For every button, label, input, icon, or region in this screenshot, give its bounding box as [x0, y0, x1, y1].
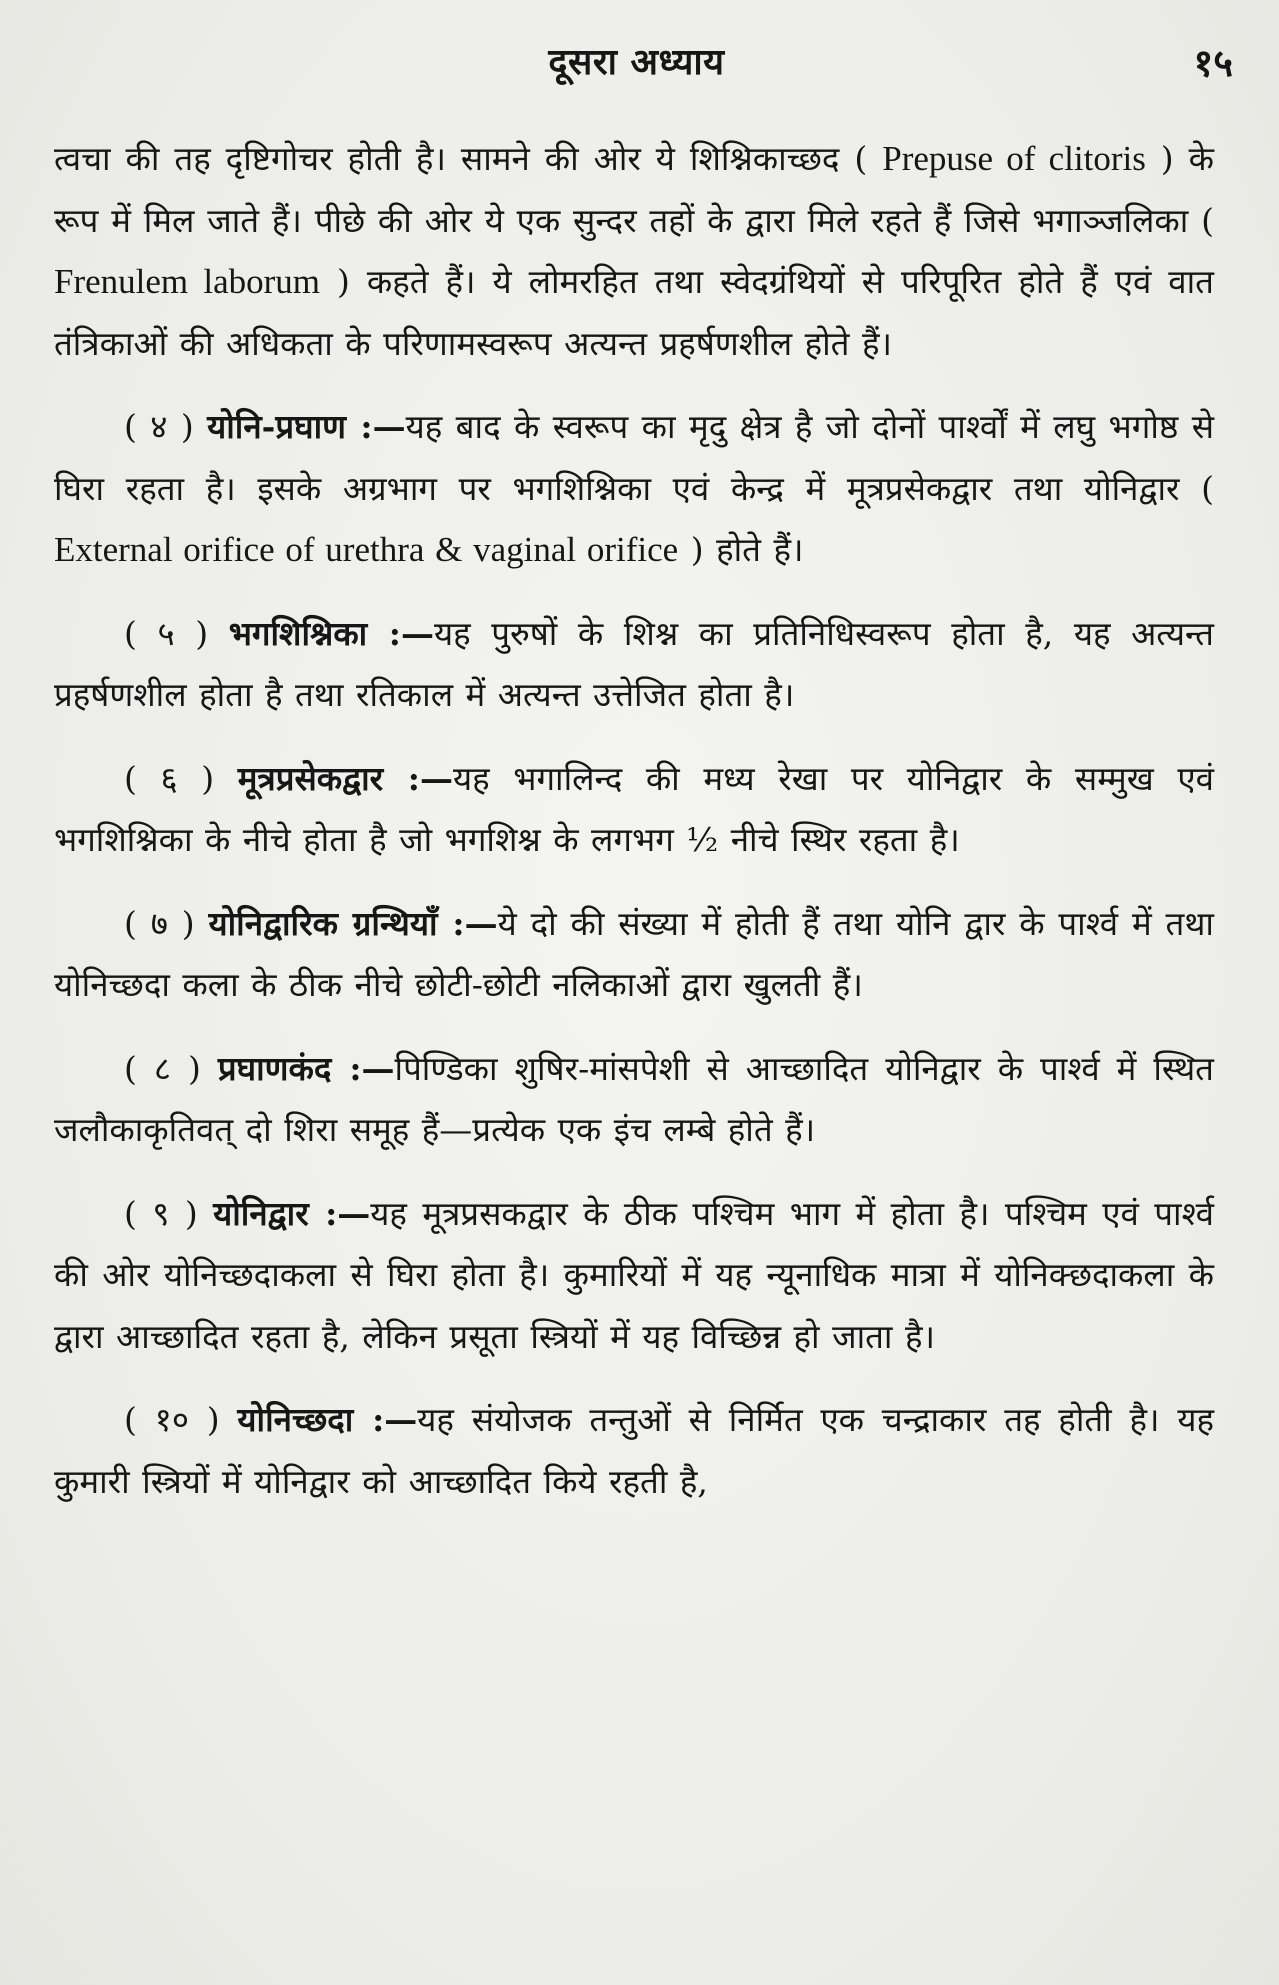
chapter-title: दूसरा अध्याय: [548, 41, 725, 83]
item-number: ( १० ): [124, 1400, 220, 1439]
item-number: ( ५ ): [124, 613, 209, 653]
page-body: [54, 128, 1214, 1512]
item-paragraph-8: [54, 1038, 1214, 1161]
item-text: यह मूत्रप्रसकद्वार के ठीक पश्चिम भाग में होता है। पश्चिम एवं पार्श्व की ओर योनिच्छदाकला से घिरा होता है। कुमारियों में यह न्यूनाधिक मात्रा में योनिक्छदाकला के द्वारा आच्छादित रहता है, लेकिन प्रसूता स्त्रियों में यह विच्छिन्न हो जाता है।: [54, 1193, 1214, 1356]
item-text: यह संयोजक तन्तुओं से निर्मित एक चन्द्राकार तह होती है। यह कुमारी स्त्रियों में योनिद्वार को आच्छादित किये रहती है,: [54, 1400, 1214, 1501]
item-latin: External orifice of urethra & vaginal orifice: [54, 530, 679, 569]
item-text: ये दो की संख्या में होती हैं तथा योनि द्वार के पार्श्व में तथा योनिच्छदा कला के ठीक नीचे छोटी-छोटी नलिकाओं द्वारा खुलती हैं।: [54, 903, 1214, 1004]
item-number: ( ७ ): [124, 903, 195, 943]
item-text: यह पुरुषों के शिश्न का प्रतिनिधिस्वरूप होता है, यह अत्यन्त प्रहर्षणशील होता है तथा रतिकाल में अत्यन्त उत्तेजित होता है।: [54, 613, 1214, 714]
intro-latin-1: Prepuse of clitoris: [882, 139, 1146, 178]
item-paragraph-10: [54, 1389, 1214, 1512]
item-text: पिण्डिका शुषिर-मांसपेशी से आच्छादित योनिद्वार के पार्श्व में स्थित जलौकाकृतिवत् दो शिरा समूह हैं—प्रत्येक एक इंच लम्बे होते हैं।: [54, 1048, 1214, 1149]
item-term: योनिद्वारिक ग्रन्थियाँ :—: [208, 903, 498, 943]
page-number: १५: [1193, 40, 1233, 85]
item-number: ( ८ ): [124, 1048, 201, 1088]
item-text: यह भगालिन्द की मध्य रेखा पर योनिद्वार के सम्मुख एवं भगशिश्निका के नीचे होता है जो भगशिश्न के लगभग ½ नीचे स्थिर रहता है।: [54, 758, 1214, 859]
item-number: ( ४ ): [124, 407, 194, 446]
item-number: ( ९ ): [124, 1193, 198, 1233]
intro-text-2: ) के रूप में मिल जाते हैं। पीछे की ओर ये एक सुन्दर तहों के द्वारा मिले रहते हैं जिसे भगाञ्जलिका (: [54, 139, 1214, 240]
intro-text-1: त्वचा की तह दृष्टिगोचर होती है। सामने की ओर ये शिश्निकाच्छद (: [54, 139, 868, 178]
item-paragraph-7: [54, 893, 1214, 1016]
item-paragraph-4: [54, 396, 1214, 581]
intro-text-3: ) कहते हैं। ये लोमरहित तथा स्वेदग्रंथियों से परिपूरित होते हैं एवं वात तंत्रिकाओं की अधिकता के परिणामस्वरूप अत्यन्त प्रहर्षणशील होते हैं।: [54, 262, 1214, 363]
intro-latin-2: Frenulem laborum: [54, 262, 321, 301]
item-paragraph-5: [54, 603, 1214, 726]
item-term: भगशिश्निका :—: [228, 613, 434, 653]
item-text-end: ) होते हैं।: [690, 530, 804, 569]
page-header: [40, 36, 1233, 96]
item-paragraph-9: [54, 1183, 1214, 1368]
item-term: योनिच्छदा :—: [237, 1400, 418, 1439]
intro-paragraph: [54, 128, 1214, 374]
item-term: प्रघाणकंद :—: [217, 1048, 395, 1088]
item-term: योनि-प्रघाण :—: [207, 407, 406, 446]
item-number: ( ६ ): [124, 758, 215, 798]
item-term: मूत्रप्रसेकद्वार :—: [237, 758, 453, 798]
item-paragraph-6: [54, 748, 1214, 871]
item-text: यह बाद के स्वरूप का मृदु क्षेत्र है जो दोनों पार्श्वों में लघु भगोष्ठ से घिरा रहता है। इसके अग्रभाग पर भगशिश्निका एवं केन्द्र में मूत्रप्रसेकद्वार तथा योनिद्वार (: [54, 407, 1215, 508]
item-term: योनिद्वार :—: [213, 1193, 371, 1233]
